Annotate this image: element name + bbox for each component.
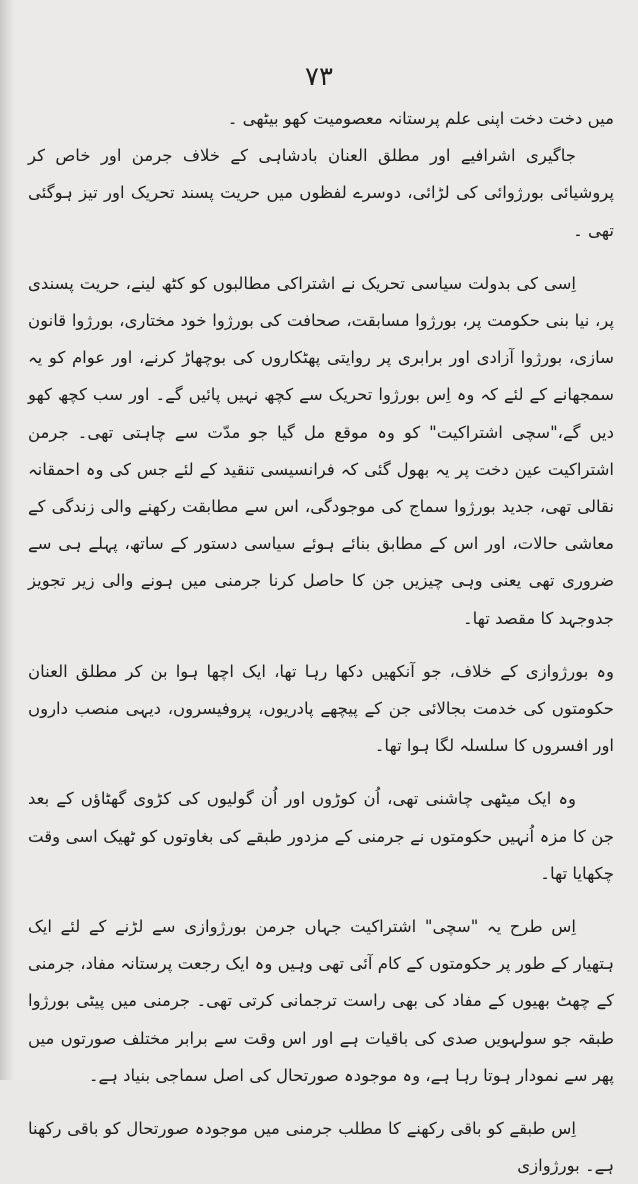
paragraph-4: وہ بورژوازی کے خلاف، جو آنکھیں دکھا رہا تھا، ایک اچھا ہوا بن کر مطلق العنان حکومتوں کی خدمت بجالائی جن کے پیچھے پادریوں، پروفیسروں، دیہی منصب داروں اور افسروں کا سلسلہ لگا ہوا تھا۔ — [28, 661, 614, 756]
paragraph-6: اِس طرح یہ "سچی" اشتراکیت جہاں جرمن بورژوازی سے لڑنے کے لئے ایک ہتھیار کے طور پر حکومتوں کے کام آئی تھی وہیں وہ ایک رجعت پرستانہ مفاد، جرمنی کے چھٹ بھیوں کے مفاد کی بھی راست ترجمانی کرتی تھی۔ جرمنی میں پیٹی بورژوا طبقہ جو سولہویں صدی کی باقیات ہے اور اس وقت سے برابر مختلف صورتوں میں پھر سے نمودار ہوتا رہا ہے، وہ موجودہ صورتحال کی اصل سماجی بنیاد ہے۔ — [28, 917, 614, 1085]
paragraph-3: اِسی کی بدولت سیاسی تحریک نے اشتراکی مطالبوں کو کٹھ لینے، حریت پسندی پر، نیا بنی حکومت پر، بورژوا مسابقت، صحافت کی بورژوا خود مختاری، بورژوا قانون سازی، بورژوا آزادی اور برابری پر روایتی پھٹکاروں کی بوچھاڑ کرنے، اور عوام کو یہ سمجھانے کے لئے کہ وہ اِس بورژوا تحریک سے کچھ نہیں پائیں گے۔ اور سب کچھ کھو دیں گے،"سچی اشتراکیت" کو وہ موقع مل گیا جو مدّت سے چاہتی تھی۔ جرمن اشتراکیت عین دخت پر یہ بھول گئی کہ فرانسیسی تنقید کے لئے جس کی وہ احمقانہ نقالی تھی، جدید بورژوا سماج کی موجودگی، اس سے مطابقت رکھنے والی زندگی کے معاشی حالات، اور اس کے مطابق بنائے ہوئے سیاسی دستور کے ساتھ، پہلے ہی سے ضروری تھی یعنی وہی چیزیں جن کا حاصل کرنا جرمنی میں ہونے والی زیر تجویز جدوجہد کا مقصد تھا۔ — [28, 273, 614, 628]
body-text — [28, 100, 614, 1184]
paragraph-5: وہ ایک میٹھی چاشنی تھی، اُن کوڑوں اور اُن گولیوں کی کڑوی گھٹاؤں کے بعد جن کا مزہ اُنہیں حکومتوں نے جرمنی کے مزدور طبقے کی بغاوتوں کو ٹھیک اسی وقت چکھایا تھا۔ — [28, 789, 614, 883]
page-edge-shadow — [0, 0, 14, 1080]
paragraph-1: میں دخت دخت اپنی علم پرستانہ معصومیت کھو بیٹھی ۔ — [227, 109, 614, 128]
paragraph-7: اِس طبقے کو باقی رکھنے کا مطلب جرمنی میں موجودہ صورتحال کو باقی رکھنا ہے۔ بورژوازی — [28, 1119, 614, 1176]
paragraph-2: جاگیری اشرافیے اور مطلق العنان بادشاہی کے خلاف جرمن اور خاص کر پروشیائی بورژوائی کی لڑائی، دوسرے لفظوں میں حریت پسند تحریک اور تیز ہوگئی تھی ۔ — [28, 146, 614, 240]
page-number: ۷۳ — [305, 62, 333, 92]
